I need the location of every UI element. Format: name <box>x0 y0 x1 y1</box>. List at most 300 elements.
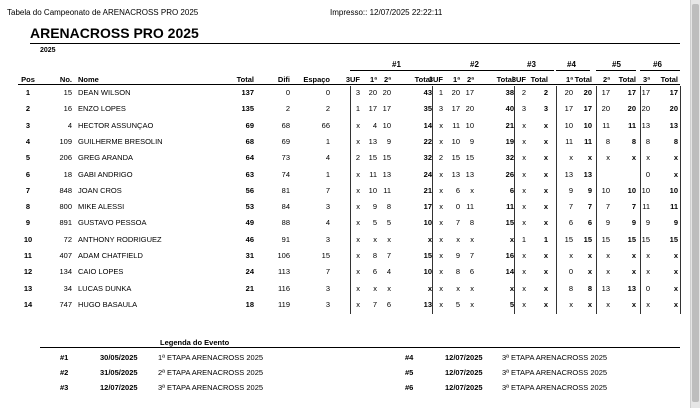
legend-event-id: #5 <box>405 368 414 377</box>
table-row <box>0 119 690 134</box>
cell-e4-1: 8 <box>587 283 592 293</box>
cell-e4-1: x <box>587 267 592 277</box>
cell-e6-0: x <box>646 251 650 260</box>
cell-e3-1: x <box>543 169 548 179</box>
cell-e1-1: x <box>373 234 377 244</box>
cell-e1-0: x <box>356 283 360 293</box>
cell-e1-2: 5 <box>386 218 391 228</box>
cell-name: GUSTAVO PESSOA <box>78 218 147 228</box>
cell-e2-0: x <box>439 251 443 260</box>
cell-number: 16 <box>63 104 72 114</box>
cell-e2-3: 11 <box>506 202 514 212</box>
cell-e3-0: x <box>522 218 526 228</box>
cell-total: 24 <box>245 267 254 277</box>
col-header-e6-1: Total <box>660 75 678 84</box>
cell-e5-1: 7 <box>631 202 636 212</box>
cell-e1-1: 20 <box>368 88 377 97</box>
cell-number: 848 <box>59 185 72 195</box>
cell-name: LUCAS DUNKA <box>78 283 132 293</box>
cell-e3-1: x <box>543 185 548 195</box>
cell-e2-3: 40 <box>505 104 514 114</box>
cell-e5-0: 20 <box>601 104 610 114</box>
cell-e3-1: x <box>543 202 548 212</box>
cell-e2-0: x <box>439 185 443 195</box>
cell-e3-1: x <box>543 136 548 146</box>
cell-number: 72 <box>63 234 72 244</box>
table-row <box>0 102 690 117</box>
cell-e1-2: 7 <box>386 251 391 260</box>
cell-e1-0: 1 <box>355 104 360 114</box>
cell-e5-1: 20 <box>627 104 636 114</box>
cell-e1-1: 7 <box>372 299 377 309</box>
cell-difference: 113 <box>278 267 290 277</box>
cell-e5-0: 9 <box>605 218 610 228</box>
cell-e2-2: 6 <box>469 267 474 277</box>
cell-e2-2: 15 <box>465 153 474 163</box>
cell-difference: 73 <box>281 153 290 163</box>
event-header-1: #1 <box>392 60 401 69</box>
cell-total: 56 <box>245 185 254 195</box>
col-header-pos: Pos <box>21 75 35 84</box>
legend-event-id: #6 <box>405 383 414 392</box>
cell-pos: 7 <box>25 185 31 195</box>
cell-e2-1: 11 <box>452 120 460 130</box>
cell-e2-3: 38 <box>505 88 514 97</box>
event-separator <box>680 86 681 314</box>
cell-difference: 2 <box>285 104 290 114</box>
event-separator <box>514 86 515 314</box>
cell-e4-0: 17 <box>564 104 573 114</box>
cell-e2-2: 8 <box>469 218 474 228</box>
cell-pos: 8 <box>25 202 31 212</box>
cell-e2-0: x <box>439 169 443 179</box>
scrollbar-thumb[interactable] <box>692 4 699 402</box>
cell-e1-3: 35 <box>423 104 432 114</box>
cell-e2-0: x <box>439 202 443 212</box>
cell-e1-0: x <box>356 267 360 277</box>
legend-event-date: 12/07/2025 <box>445 383 483 392</box>
cell-pos: 3 <box>25 120 31 130</box>
season-year: 2025 <box>40 47 56 54</box>
legend-event-name: 3ª ETAPA ARENACROSS 2025 <box>502 353 608 362</box>
cell-e5-0: 17 <box>601 88 610 97</box>
cell-e1-1: 5 <box>372 218 377 228</box>
cell-e6-1: 13 <box>669 120 678 130</box>
cell-e5-1: x <box>631 267 636 277</box>
cell-number: 18 <box>63 169 72 179</box>
cell-e2-0: x <box>439 299 443 309</box>
cell-e1-0: x <box>356 218 360 228</box>
cell-e3-0: x <box>522 299 526 309</box>
col-header-space: Espaço <box>303 75 330 84</box>
legend-event-date: 31/05/2025 <box>100 368 138 377</box>
cell-e2-1: 5 <box>455 299 460 309</box>
cell-difference: 84 <box>281 202 290 212</box>
cell-e1-3: 10 <box>423 267 432 277</box>
cell-name: GUILHERME BRESOLIN <box>78 136 163 146</box>
cell-e2-0: x <box>439 120 443 130</box>
cell-e2-2: 13 <box>465 169 474 179</box>
printed-timestamp: Impresso:: 12/07/2025 22:22:11 <box>330 8 443 17</box>
cell-number: 891 <box>59 218 72 228</box>
cell-e6-0: x <box>646 299 650 309</box>
cell-e2-1: x <box>456 283 460 293</box>
cell-e1-2: x <box>387 283 391 293</box>
cell-e1-0: x <box>356 202 360 212</box>
cell-e1-2: 15 <box>382 153 391 163</box>
cell-total: 69 <box>245 120 254 130</box>
cell-number: 134 <box>59 267 72 277</box>
cell-e3-1: x <box>543 267 548 277</box>
cell-number: 800 <box>59 202 72 212</box>
cell-e2-3: 21 <box>505 120 514 130</box>
cell-e1-0: x <box>356 120 360 130</box>
cell-e2-2: 11 <box>466 202 474 212</box>
cell-e2-1: 17 <box>451 104 460 114</box>
cell-difference: 88 <box>281 218 290 228</box>
cell-e1-0: x <box>356 299 360 309</box>
cell-e5-0: x <box>606 251 610 260</box>
cell-e1-1: 11 <box>369 169 377 179</box>
cell-e3-0: x <box>522 153 526 163</box>
cell-e1-0: x <box>356 234 360 244</box>
cell-e6-0: 17 <box>641 88 650 97</box>
cell-e3-0: x <box>522 202 526 212</box>
cell-e1-1: 4 <box>372 120 377 130</box>
cell-e4-1: 15 <box>583 234 592 244</box>
cell-e2-3: x <box>509 283 514 293</box>
cell-e1-3: 10 <box>423 218 432 228</box>
cell-e1-2: 20 <box>382 88 391 97</box>
cell-space: 7 <box>325 185 330 195</box>
vertical-scrollbar[interactable] <box>690 0 700 408</box>
cell-name: DEAN WILSON <box>78 88 131 97</box>
page-title: ARENACROSS PRO 2025 <box>30 25 199 41</box>
cell-e4-0: 7 <box>568 202 573 212</box>
cell-e5-1: x <box>631 251 636 260</box>
cell-e1-1: 15 <box>368 153 377 163</box>
cell-space: 3 <box>325 234 330 244</box>
cell-e3-1: 1 <box>543 234 548 244</box>
cell-e6-0: 0 <box>645 169 650 179</box>
cell-e4-1: x <box>587 299 592 309</box>
cell-space: 1 <box>325 136 330 146</box>
cell-e1-3: 21 <box>423 185 432 195</box>
cell-e5-0: 8 <box>605 136 610 146</box>
col-header-e4-0: 1ª <box>566 75 573 84</box>
cell-space: 2 <box>325 104 330 114</box>
cell-e2-1: 7 <box>455 218 460 228</box>
cell-e5-0: x <box>606 267 610 277</box>
cell-e4-0: 9 <box>568 185 573 195</box>
cell-e4-0: 10 <box>564 120 573 130</box>
event-separator <box>432 86 433 314</box>
col-header-dif: Difi <box>277 75 290 84</box>
table-row <box>0 282 690 297</box>
cell-e1-2: 8 <box>386 202 391 212</box>
cell-name: HUGO BASAULA <box>78 299 138 309</box>
cell-total: 18 <box>245 299 254 309</box>
cell-e6-1: 10 <box>669 185 678 195</box>
event-header-2: #2 <box>470 60 479 69</box>
title-divider <box>30 43 680 44</box>
cell-e4-0: 0 <box>568 267 573 277</box>
cell-e2-1: x <box>456 234 460 244</box>
cell-e2-1: 10 <box>451 136 460 146</box>
table-row <box>0 151 690 166</box>
cell-e5-1: 8 <box>631 136 636 146</box>
cell-total: 68 <box>245 136 254 146</box>
cell-e6-0: 11 <box>642 202 650 212</box>
cell-space: 7 <box>325 267 330 277</box>
cell-e5-0: 11 <box>602 120 610 130</box>
cell-e2-0: x <box>439 218 443 228</box>
legend-event-name: 2ª ETAPA ARENACROSS 2025 <box>158 368 264 377</box>
cell-pos: 13 <box>23 283 33 293</box>
col-header-name: Nome <box>78 75 99 84</box>
cell-e1-1: 17 <box>368 104 377 114</box>
cell-e2-0: 3 <box>438 104 443 114</box>
col-header-e2-0: 3UF <box>428 75 443 84</box>
cell-e6-0: 15 <box>641 234 650 244</box>
cell-e3-1: x <box>543 283 548 293</box>
cell-e2-2: 10 <box>465 120 474 130</box>
cell-total: 46 <box>245 234 254 244</box>
legend-event-date: 12/07/2025 <box>445 353 483 362</box>
cell-e4-1: 17 <box>583 104 592 114</box>
event-underline-5 <box>596 70 636 71</box>
cell-e6-1: x <box>673 251 678 260</box>
col-header-e2-2: 2ª <box>467 75 474 84</box>
cell-e2-0: x <box>439 136 443 146</box>
cell-e5-0: x <box>606 153 610 163</box>
cell-e6-0: x <box>646 153 650 163</box>
cell-e6-0: 20 <box>641 104 650 114</box>
cell-e2-3: x <box>509 234 514 244</box>
cell-e3-0: x <box>522 169 526 179</box>
legend-event-id: #3 <box>60 383 69 392</box>
legend-event-id: #1 <box>60 353 69 362</box>
table-row <box>0 233 690 248</box>
cell-e5-1: 17 <box>627 88 636 97</box>
cell-e2-2: 17 <box>465 88 474 97</box>
cell-e6-0: 9 <box>645 218 650 228</box>
cell-e6-1: 15 <box>669 234 678 244</box>
cell-name: ENZO LOPES <box>78 104 126 114</box>
cell-e2-3: 16 <box>505 251 514 260</box>
legend-event-name: 3ª ETAPA ARENACROSS 2025 <box>158 383 264 392</box>
cell-e6-1: x <box>673 267 678 277</box>
cell-number: 34 <box>63 283 72 293</box>
event-separator <box>640 86 641 314</box>
cell-space: 1 <box>325 169 330 179</box>
legend-event-date: 12/07/2025 <box>445 368 483 377</box>
event-underline-2 <box>432 70 514 71</box>
cell-difference: 119 <box>278 299 290 309</box>
cell-e2-2: x <box>470 299 474 309</box>
cell-e5-0: 10 <box>601 185 610 195</box>
cell-e5-0: 7 <box>605 202 610 212</box>
cell-e6-0: 13 <box>641 120 650 130</box>
cell-e5-1: x <box>631 153 636 163</box>
cell-e1-2: 13 <box>382 169 391 179</box>
cell-e1-3: 13 <box>423 299 432 309</box>
cell-e6-1: 20 <box>669 104 678 114</box>
cell-e5-0: x <box>606 299 610 309</box>
legend-event-date: 30/05/2025 <box>100 353 138 362</box>
cell-difference: 91 <box>281 234 290 244</box>
cell-e6-1: x <box>673 169 678 179</box>
event-underline-6 <box>640 70 680 71</box>
cell-pos: 4 <box>25 136 31 146</box>
cell-e2-2: 20 <box>465 104 474 114</box>
cell-total: 135 <box>241 104 254 114</box>
cell-total: 49 <box>245 218 254 228</box>
col-header-e4-1: Total <box>574 75 592 84</box>
cell-e4-1: x <box>587 153 592 163</box>
cell-number: 15 <box>63 88 72 97</box>
cell-e6-1: 9 <box>673 218 678 228</box>
cell-e1-3: 43 <box>423 88 432 97</box>
col-header-e2-3: Total <box>496 75 514 84</box>
cell-total: 64 <box>245 153 254 163</box>
cell-e1-1: 6 <box>372 267 377 277</box>
table-row <box>0 265 690 280</box>
cell-number: 747 <box>59 299 72 309</box>
cell-e4-0: 6 <box>568 218 573 228</box>
cell-e5-0: 13 <box>601 283 610 293</box>
cell-e3-0: 3 <box>521 104 526 114</box>
legend-title: Legenda do Evento <box>160 338 230 347</box>
cell-e2-2: 7 <box>469 251 474 260</box>
table-row <box>0 86 690 101</box>
cell-e3-0: x <box>522 185 526 195</box>
event-separator <box>556 86 557 314</box>
cell-e4-0: 20 <box>564 88 573 97</box>
cell-pos: 2 <box>25 104 31 114</box>
col-header-e5-0: 2ª <box>603 75 610 84</box>
cell-total: 21 <box>245 283 254 293</box>
cell-e4-0: 13 <box>564 169 573 179</box>
cell-name: GREG ARANDA <box>78 153 134 163</box>
cell-e2-0: 1 <box>438 88 443 97</box>
cell-e1-3: 22 <box>423 136 432 146</box>
cell-e1-0: x <box>356 169 360 179</box>
cell-space: 66 <box>321 120 330 130</box>
cell-e2-3: 6 <box>509 185 514 195</box>
cell-space: 4 <box>325 153 330 163</box>
cell-e1-0: 2 <box>355 153 360 163</box>
cell-e6-1: x <box>673 299 678 309</box>
legend-event-id: #4 <box>405 353 414 362</box>
cell-e6-1: 17 <box>669 88 678 97</box>
cell-e5-1: 15 <box>627 234 636 244</box>
cell-e5-1: 9 <box>631 218 636 228</box>
cell-difference: 68 <box>281 120 290 130</box>
col-header-total: Total <box>236 75 254 84</box>
cell-e1-2: 17 <box>382 104 391 114</box>
cell-e3-0: 2 <box>521 88 526 97</box>
event-underline-1 <box>350 70 432 71</box>
cell-e1-1: 13 <box>368 136 377 146</box>
cell-e2-1: 9 <box>455 251 460 260</box>
cell-space: 3 <box>325 283 330 293</box>
cell-pos: 12 <box>23 267 33 277</box>
cell-e2-1: 0 <box>455 202 460 212</box>
event-underline-4 <box>556 70 590 71</box>
cell-total: 63 <box>245 169 254 179</box>
cell-name: JOAN CROS <box>78 185 122 195</box>
cell-number: 4 <box>67 120 72 130</box>
cell-e4-1: 9 <box>587 185 592 195</box>
cell-name: MIKE ALESSI <box>78 202 125 212</box>
cell-e2-3: 26 <box>505 169 514 179</box>
cell-difference: 106 <box>277 251 290 260</box>
cell-e6-0: 8 <box>645 136 650 146</box>
cell-pos: 9 <box>25 218 31 228</box>
cell-pos: 1 <box>25 88 31 97</box>
cell-space: 0 <box>325 88 330 97</box>
cell-difference: 81 <box>281 185 290 195</box>
cell-total: 53 <box>245 202 254 212</box>
legend-event-name: 1ª ETAPA ARENACROSS 2025 <box>158 353 264 362</box>
col-header-e1-0: 3UF <box>345 75 360 84</box>
cell-e1-0: x <box>356 185 360 195</box>
cell-e3-0: x <box>522 251 526 260</box>
cell-e1-1: 9 <box>372 202 377 212</box>
cell-space: 4 <box>325 218 330 228</box>
cell-e3-0: x <box>522 267 526 277</box>
cell-e6-0: 0 <box>645 283 650 293</box>
cell-e3-1: x <box>543 153 548 163</box>
cell-e5-0: 15 <box>601 234 610 244</box>
cell-e2-1: 15 <box>451 153 460 163</box>
cell-e2-3: 32 <box>505 153 514 163</box>
document-title: Tabela do Campeonato de ARENACROSS PRO 2025 <box>7 8 199 17</box>
cell-e4-0: 15 <box>564 234 573 244</box>
cell-e2-3: 5 <box>509 299 514 309</box>
table-row <box>0 200 690 215</box>
legend-event-id: #2 <box>60 368 69 377</box>
cell-e2-2: x <box>470 234 474 244</box>
cell-e1-2: 6 <box>386 299 391 309</box>
cell-total: 31 <box>245 251 254 260</box>
cell-e6-1: 8 <box>673 136 678 146</box>
cell-e1-3: 17 <box>423 202 432 212</box>
cell-e2-1: 6 <box>455 185 460 195</box>
table-row <box>0 298 690 313</box>
header-divider <box>18 84 680 85</box>
legend-event-name: 3ª ETAPA ARENACROSS 2025 <box>502 383 608 392</box>
cell-e2-1: 20 <box>451 88 460 97</box>
cell-e6-1: x <box>673 153 678 163</box>
cell-e5-1: x <box>631 299 636 309</box>
cell-e2-1: 8 <box>455 267 460 277</box>
cell-e1-3: x <box>427 283 432 293</box>
cell-pos: 6 <box>25 169 31 179</box>
cell-e4-0: 11 <box>565 136 573 146</box>
legend-divider <box>40 347 680 348</box>
cell-e1-3: 14 <box>423 120 432 130</box>
cell-e4-0: x <box>569 251 573 260</box>
cell-e4-0: 8 <box>568 283 573 293</box>
cell-name: ADAM CHATFIELD <box>78 251 143 260</box>
event-header-4: #4 <box>567 60 576 69</box>
cell-e4-1: 6 <box>587 218 592 228</box>
cell-number: 206 <box>59 153 72 163</box>
cell-e4-1: 20 <box>583 88 592 97</box>
cell-e1-3: 32 <box>423 153 432 163</box>
